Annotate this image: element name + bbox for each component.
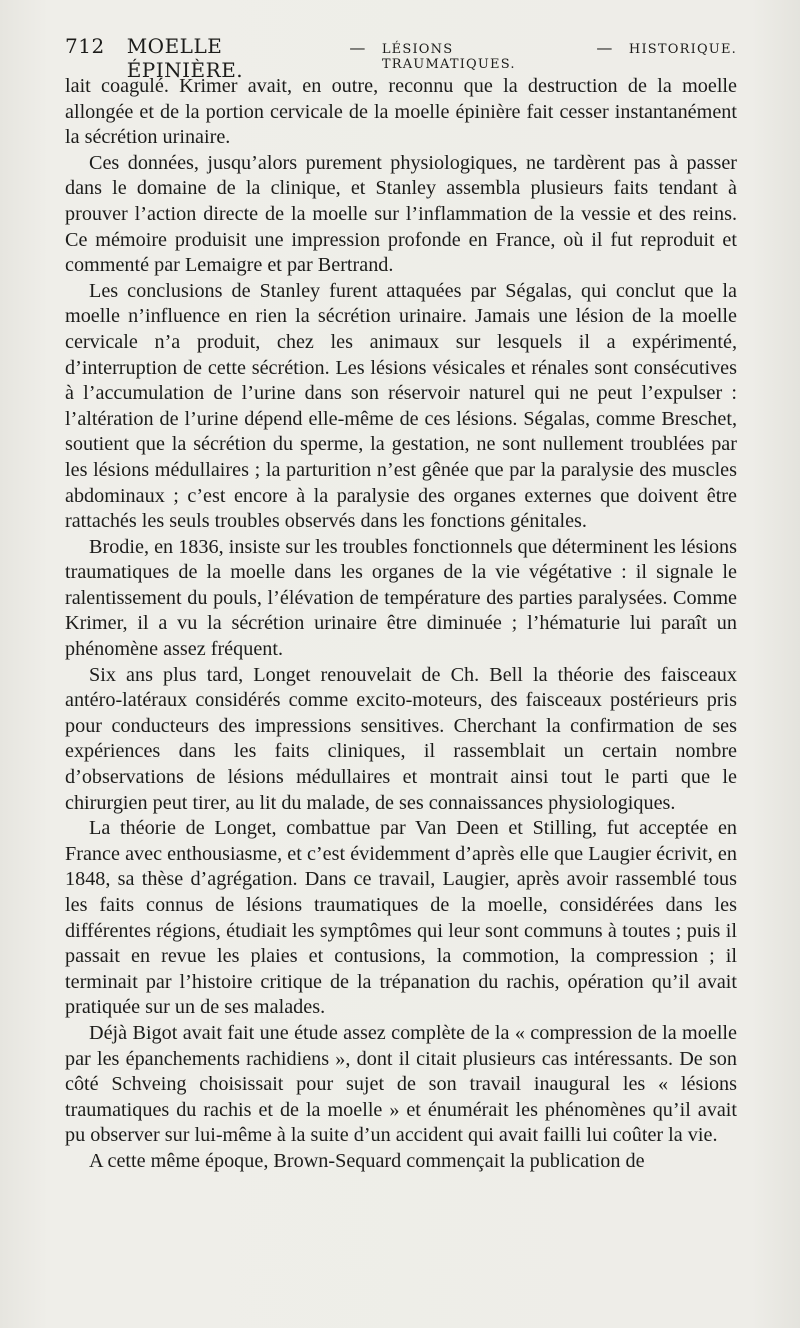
paragraph: Brodie, en 1836, insiste sur les troubles fonctionnels que déterminent les lésions traumatiques de la moelle dans les organes de la vie végétative : il signale le ralentissement du pouls, l’élévation de température des parties paralysées. Comme Krimer, il a vu la sécrétion urinaire être diminuée ; l’hématurie lui paraît un phénomène assez fréquent. (65, 535, 737, 661)
running-header (65, 34, 737, 82)
header-dash-2: — (596, 38, 613, 57)
page-number: 712 (65, 34, 105, 58)
paragraph: Six ans plus tard, Longet renouvelait de Ch. Bell la théorie des faisceaux antéro-latéraux considérés comme excito-moteurs, des faisceaux postérieurs pris pour conducteurs des impressions sensitives. Cherchant la confirmation de ses expériences dans les faits cliniques, il rassemblait un certain nombre d’observations de lésions médullaires et montrait ainsi tout le parti que le chirurgien peut tirer, au lit du malade, de ses connaissances physiologiques. (65, 663, 737, 814)
running-title: MOELLE ÉPINIÈRE. (126, 34, 244, 82)
header-dash-1: — (349, 38, 366, 57)
paragraph: La théorie de Longet, combattue par Van Deen et Stilling, fut acceptée en France avec enthousiasme, et c’est évidemment d’après elle que Laugier écrivit, en 1848, sa thèse d’agrégation. Dans ce travail, Laugier, après avoir rassemblé tous les faits connus de lésions traumatiques de la moelle, considérées dans les différentes régions, étudiait les symptômes qui leur sont communs à toutes ; puis il passait en revue les plaies et contusions, la commotion, la compression ; il terminait par l’histoire critique de la trépanation du rachis, opération qu’il avait pratiquée sur un de ses malades. (65, 817, 737, 1019)
body-text (65, 74, 737, 1175)
section-title: LÉSIONS TRAUMATIQUES. (381, 42, 516, 72)
paragraph: lait coagulé. Krimer avait, en outre, reconnu que la destruction de la moelle allongée et de la portion cervicale de la moelle épinière fait cesser instantanément la sécrétion urinaire. (65, 75, 737, 149)
paragraph: A cette même époque, Brown-Sequard commençait la publication de (89, 1149, 645, 1172)
subsection-title: HISTORIQUE. (628, 42, 737, 57)
paragraph: Déjà Bigot avait fait une étude assez complète de la « compression de la moelle par les épanchements rachidiens », dont il citait plusieurs cas intéressants. De son côté Schveing choisissait pour sujet de son travail inaugural les « lésions traumatiques du rachis et de la moelle » et énumérait les phénomènes qu’il avait pu observer sur lui-même à la suite d’un accident qui avait failli lui coûter la vie. (65, 1021, 737, 1147)
paragraph: Les conclusions de Stanley furent attaquées par Ségalas, qui conclut que la moelle n’influence en rien la sécrétion urinaire. Jamais une lésion de la moelle cervicale n’a produit, chez les animaux sur lesquels il a expérimenté, d’interruption de cette sécrétion. Les lésions vésicales et rénales sont consécutives à l’accumulation de l’urine dans son réservoir naturel qui ne peut l’expulser : l’altération de l’urine dépend elle-même de ces lésions. Ségalas, comme Breschet, soutient que la sécrétion du sperme, la gestation, ne sont nullement troublées par les lésions médullaires ; la parturition n’est gênée que par la paralysie des muscles abdominaux ; c’est encore à la paralysie des organes externes que doivent être rattachés les seuls troubles observés dans les fonctions génitales. (65, 279, 737, 533)
paragraph: Ces données, jusqu’alors purement physiologiques, ne tardèrent pas à passer dans le domaine de la clinique, et Stanley assembla plusieurs faits tendant à prouver l’action directe de la moelle sur l’inflammation de la vessie et des reins. Ce mémoire produisit une impression profonde en France, où il fut reproduit et commenté par Lemaigre et par Bertrand. (65, 151, 737, 277)
